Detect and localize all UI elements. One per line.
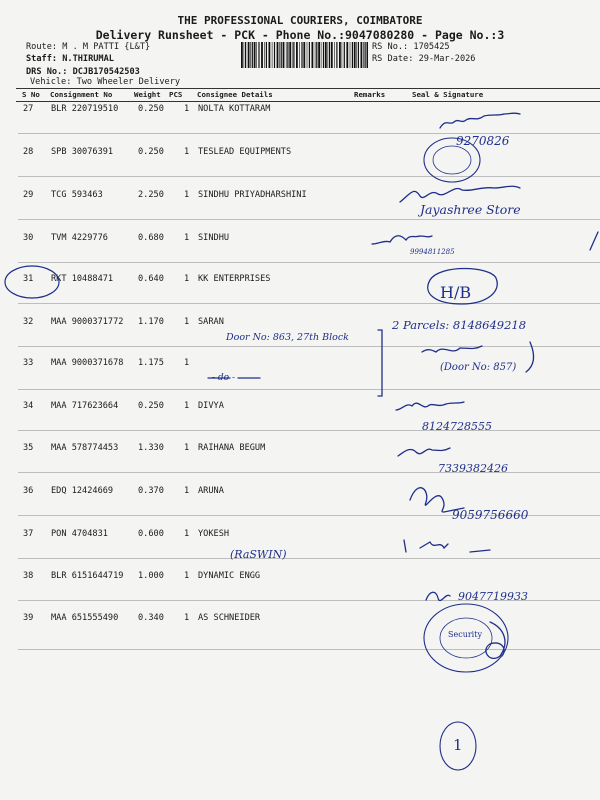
drs-number: DRS No.: DCJB170542503 bbox=[26, 67, 140, 77]
barcode-bar bbox=[303, 42, 305, 68]
row-sno: 32 bbox=[23, 317, 34, 327]
barcode-bar bbox=[287, 42, 288, 68]
row-weight: 1.330 bbox=[138, 443, 164, 453]
hw-security-stamp-text: Security bbox=[448, 630, 482, 639]
row-weight: 2.250 bbox=[138, 190, 164, 200]
barcode-bar bbox=[256, 42, 257, 68]
row-divider bbox=[18, 472, 600, 473]
row-consignee: KK ENTERPRISES bbox=[198, 274, 271, 284]
row-divider bbox=[18, 262, 600, 263]
row-weight: 0.370 bbox=[138, 486, 164, 496]
barcode-bar bbox=[342, 42, 343, 68]
hw-hb-mark: H/B bbox=[440, 283, 472, 302]
row-consignee: NOLTA KOTTARAM bbox=[198, 104, 271, 114]
row-weight: 0.340 bbox=[138, 613, 164, 623]
barcode-bar bbox=[325, 42, 327, 68]
signature-29 bbox=[400, 186, 520, 202]
barcode-bar bbox=[245, 42, 246, 68]
row-pcs: 1 bbox=[184, 190, 190, 200]
barcode-bar bbox=[352, 42, 353, 68]
signature-30 bbox=[372, 236, 432, 244]
col-weight: Weight bbox=[134, 90, 161, 99]
row-consignee: SARAN bbox=[198, 317, 224, 327]
barcode-bar bbox=[356, 42, 357, 68]
barcode-bar bbox=[286, 42, 287, 68]
barcode-bar bbox=[279, 42, 280, 68]
row-weight: 0.600 bbox=[138, 529, 164, 539]
hw-phone-30: 9994811285 bbox=[410, 248, 455, 256]
row-pcs: 1 bbox=[184, 529, 190, 539]
signature-34 bbox=[396, 402, 464, 410]
row-consignee: YOKESH bbox=[198, 529, 230, 539]
row-weight: 1.175 bbox=[138, 358, 164, 368]
hw-phone-35: 7339382426 bbox=[438, 462, 508, 475]
row-sno: 29 bbox=[23, 190, 34, 200]
barcode-bar bbox=[307, 42, 308, 68]
barcode-bar bbox=[331, 42, 333, 68]
hw-raswin: (RaSWIN) bbox=[230, 548, 287, 561]
hw-parcels-phone: 2 Parcels: 8148649218 bbox=[392, 318, 527, 332]
hw-ditto: - do - bbox=[212, 373, 235, 383]
company-name: THE PROFESSIONAL COURIERS, COIMBATORE bbox=[177, 14, 423, 27]
row-divider bbox=[18, 346, 600, 347]
row-sno: 34 bbox=[23, 401, 34, 411]
row-pcs: 1 bbox=[184, 104, 190, 114]
barcode-bar bbox=[321, 42, 322, 68]
barcode-bar bbox=[336, 42, 337, 68]
barcode-bar bbox=[264, 42, 265, 68]
barcode-bar bbox=[269, 42, 271, 68]
barcode-bar bbox=[299, 42, 300, 68]
hw-door-no-857: (Door No: 857) bbox=[440, 362, 517, 373]
row-consignment: EDQ 12424669 bbox=[51, 486, 114, 496]
barcode-bar bbox=[293, 42, 294, 68]
barcode-bar bbox=[363, 42, 364, 68]
row-pcs: 1 bbox=[184, 358, 190, 368]
col-pcs: PCS bbox=[169, 90, 183, 99]
row-consignment: MAA 717623664 bbox=[51, 401, 119, 411]
row-pcs: 1 bbox=[184, 147, 190, 157]
row-sno: 36 bbox=[23, 486, 34, 496]
row-divider bbox=[18, 558, 600, 559]
row-sno: 31 bbox=[23, 274, 34, 284]
barcode-bar bbox=[339, 42, 341, 68]
col-seal-signature: Seal & Signature bbox=[412, 90, 484, 99]
row-pcs: 1 bbox=[184, 274, 190, 284]
row-pcs: 1 bbox=[184, 401, 190, 411]
barcode-bar bbox=[328, 42, 329, 68]
row-consignee: RAIHANA BEGUM bbox=[198, 443, 266, 453]
barcode-bar bbox=[250, 42, 251, 68]
row-consignee: AS SCHNEIDER bbox=[198, 613, 261, 623]
row-divider bbox=[18, 389, 600, 390]
row-consignment: SPB 30076391 bbox=[51, 147, 114, 157]
barcode-bar bbox=[281, 42, 282, 68]
row-pcs: 1 bbox=[184, 486, 190, 496]
col-remarks: Remarks bbox=[354, 90, 386, 99]
row-consignee: SINDHU PRIYADHARSHINI bbox=[198, 190, 307, 200]
row-pcs: 1 bbox=[184, 443, 190, 453]
row-divider bbox=[18, 176, 600, 177]
row-consignment: MAA 651555490 bbox=[51, 613, 119, 623]
barcode-bar bbox=[244, 42, 245, 68]
col-consignment: Consignment No bbox=[50, 90, 113, 99]
row-weight: 0.250 bbox=[138, 147, 164, 157]
row-pcs: 1 bbox=[184, 233, 190, 243]
hw-jayashree-store: Jayashree Store bbox=[420, 202, 521, 217]
row-divider bbox=[18, 133, 600, 134]
barcode-bar bbox=[323, 42, 324, 68]
row-sno: 33 bbox=[23, 358, 34, 368]
row-weight: 1.000 bbox=[138, 571, 164, 581]
signature-37 bbox=[404, 540, 490, 552]
barcode-bar bbox=[254, 42, 256, 68]
row-weight: 0.680 bbox=[138, 233, 164, 243]
barcode-bar bbox=[365, 42, 366, 68]
barcode-bar bbox=[283, 42, 285, 68]
row-consignment: PON 4704831 bbox=[51, 529, 108, 539]
barcode-bar bbox=[292, 42, 293, 68]
barcode-bar bbox=[309, 42, 310, 68]
row-weight: 1.170 bbox=[138, 317, 164, 327]
row-sno: 35 bbox=[23, 443, 34, 453]
row-weight: 0.250 bbox=[138, 104, 164, 114]
barcode-bar bbox=[367, 42, 369, 68]
barcode-bar bbox=[266, 42, 267, 68]
row-consignment: BLR 220719510 bbox=[51, 104, 119, 114]
hw-phone-38: 9047719933 bbox=[458, 590, 528, 603]
signature-27 bbox=[440, 113, 520, 128]
signature-35 bbox=[398, 448, 450, 456]
column-header-row bbox=[16, 88, 600, 102]
barcode-bar bbox=[361, 42, 363, 68]
col-sno: S No bbox=[22, 90, 40, 99]
barcode-bar bbox=[241, 42, 243, 68]
hw-phone-36: 9059756660 bbox=[452, 508, 529, 522]
row-consignment: TVM 4229776 bbox=[51, 233, 108, 243]
row-consignee: DIVYA bbox=[198, 401, 224, 411]
row-pcs: 1 bbox=[184, 571, 190, 581]
barcode-bar bbox=[318, 42, 320, 68]
barcode-bar bbox=[272, 42, 273, 68]
barcode-bar bbox=[315, 42, 316, 68]
barcode-bar bbox=[316, 42, 317, 68]
barcode-image bbox=[240, 42, 368, 68]
barcode-bar bbox=[329, 42, 330, 68]
row-consignment: MAA 9000371772 bbox=[51, 317, 124, 327]
row-consignment: TCG 593463 bbox=[51, 190, 103, 200]
barcode-bar bbox=[289, 42, 291, 68]
row-consignee: ARUNA bbox=[198, 486, 224, 496]
barcode-bar bbox=[344, 42, 345, 68]
barcode-bar bbox=[350, 42, 351, 68]
row-sno: 30 bbox=[23, 233, 34, 243]
barcode-bar bbox=[274, 42, 275, 68]
row-consignee: DYNAMIC ENGG bbox=[198, 571, 261, 581]
row-sno: 27 bbox=[23, 104, 34, 114]
staff-label: Staff: N.THIRUMAL bbox=[26, 54, 114, 64]
barcode-bar bbox=[252, 42, 253, 68]
row-sno: 39 bbox=[23, 613, 34, 623]
row-divider bbox=[18, 430, 600, 431]
row-sno: 37 bbox=[23, 529, 34, 539]
barcode-bar bbox=[301, 42, 302, 68]
barcode-bar bbox=[248, 42, 250, 68]
barcode-bar bbox=[346, 42, 348, 68]
col-consignee: Consignee Details bbox=[197, 90, 273, 99]
hw-page-mark: 1 bbox=[453, 736, 463, 754]
row-consignment: RKT 10488471 bbox=[51, 274, 114, 284]
barcode-bar bbox=[354, 42, 356, 68]
hw-phone-34: 8124728555 bbox=[422, 420, 492, 433]
row-weight: 0.250 bbox=[138, 401, 164, 411]
vehicle-label: Vehicle: Two Wheeler Delivery bbox=[30, 77, 181, 87]
hw-phone-28: 9270826 bbox=[456, 134, 510, 148]
row-weight: 0.640 bbox=[138, 274, 164, 284]
hw-door-no-863: Door No: 863, 27th Block bbox=[226, 332, 349, 343]
barcode-bar bbox=[261, 42, 263, 68]
row-pcs: 1 bbox=[184, 317, 190, 327]
row-consignment: MAA 578774453 bbox=[51, 443, 119, 453]
barcode-bar bbox=[312, 42, 314, 68]
rs-number: RS No.: 1705425 bbox=[372, 42, 450, 52]
barcode-bar bbox=[358, 42, 359, 68]
row-sno: 28 bbox=[23, 147, 34, 157]
row-consignee: TESLEAD EQUIPMENTS bbox=[198, 147, 292, 157]
rs-date: RS Date: 29-Mar-2026 bbox=[372, 54, 476, 64]
barcode-bar bbox=[258, 42, 259, 68]
row-divider bbox=[18, 219, 600, 220]
bracket bbox=[378, 330, 382, 396]
row-consignee: SINDHU bbox=[198, 233, 230, 243]
row-divider bbox=[18, 303, 600, 304]
row-pcs: 1 bbox=[184, 613, 190, 623]
row-consignment: BLR 6151644719 bbox=[51, 571, 124, 581]
row-sno: 38 bbox=[23, 571, 34, 581]
barcode-bar bbox=[334, 42, 335, 68]
barcode-bar bbox=[277, 42, 279, 68]
barcode-bar bbox=[296, 42, 298, 68]
route-label: Route: M . M PATTI {L&T} bbox=[26, 42, 151, 52]
row-consignment: MAA 9000371678 bbox=[51, 358, 124, 368]
runsheet-title: Delivery Runsheet - PCK - Phone No.:9047080280 - Page No.:3 bbox=[95, 28, 505, 42]
row-divider bbox=[18, 649, 600, 650]
